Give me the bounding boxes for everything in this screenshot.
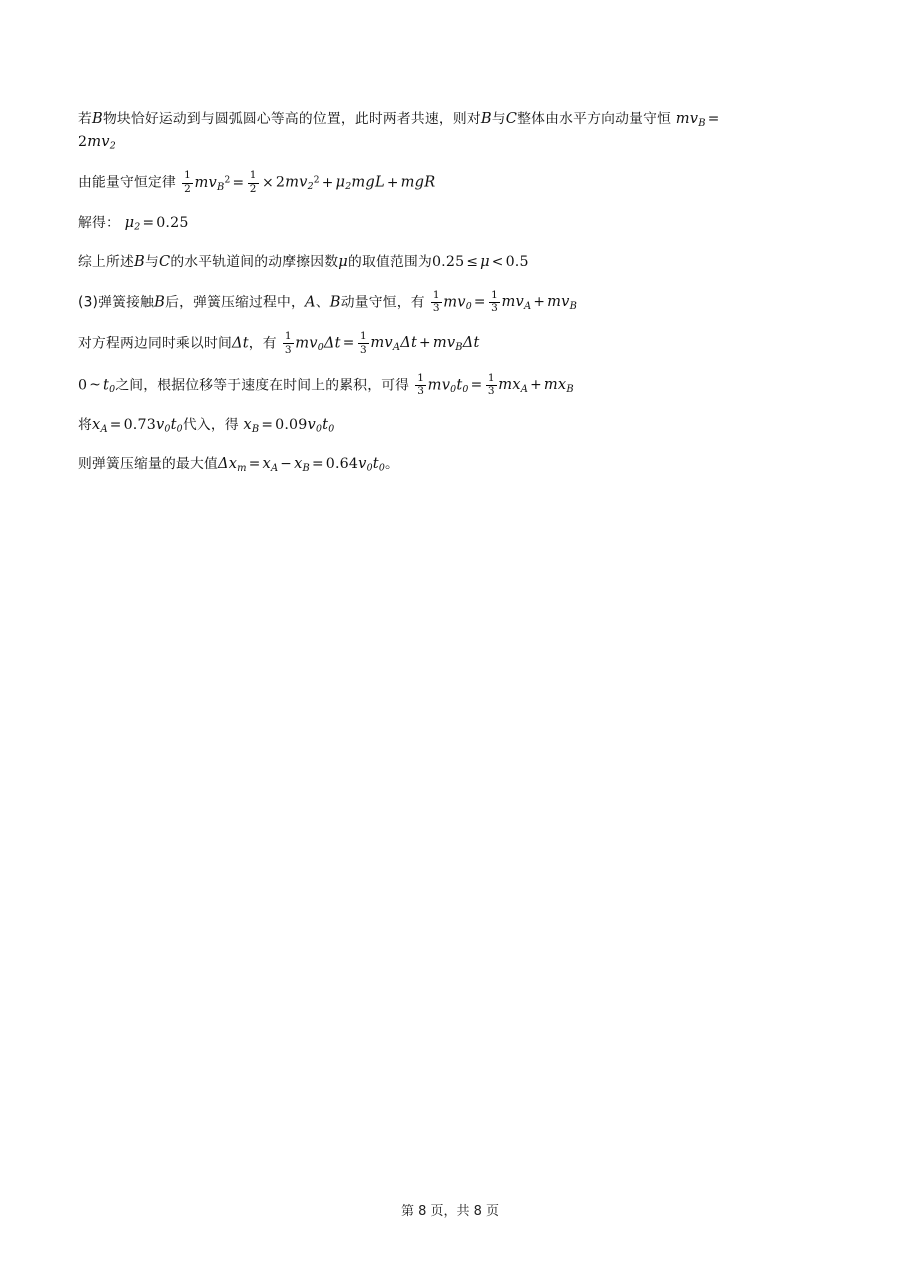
paragraph-1: 若B物块恰好运动到与圆弧圆心等高的位置，此时两者共速，则对B与C整体由水平方向动量守恒 $mv_B$ = $2mv_2$: [78, 110, 720, 152]
paragraph-5: (3)弹簧接触B后，弹簧压缩过程中，A、B动量守恒，有 $\frac{1}{3}$ $mv_0$ = $\frac{1}{3}$ $mv_A + mv_B$: [78, 288, 578, 315]
paragraph-2: 由能量守恒定律 $\frac{1}{2}$ $mv_B^2$ = $\frac{1}{2}$ × $2mv_2^2 + \mu_2mgL$ + mgR: [78, 169, 436, 196]
paragraph-3: 解得： $\mu_2 = 0.25$: [78, 213, 189, 233]
paragraph-9: 则弹簧压缩量的最大值$\Delta x_m = x_A - x_B = 0.64v_0t_0$。: [78, 455, 400, 475]
document-body: [78, 108, 823, 492]
xa-coefficient: 0.73: [123, 417, 156, 434]
mu-range-high: 0.5: [505, 253, 529, 270]
xb-coefficient: 0.09: [275, 417, 308, 434]
mu2-value: 0.25: [156, 214, 189, 231]
paragraph-6: 对方程两边同时乘以时间Δt，有 $\frac{1}{3}$ $mv_0\Delta t$ = $\frac{1}{3}$ $mv_A\Delta t + mv_B\Delta t$: [78, 330, 480, 356]
paragraph-7: 0 ~ $t_0$之间，根据位移等于速度在时间上的累积，可得 $\frac{1}{3}$ $mv_0t_0$ = $\frac{1}{3}$ $mx_A + mx_B$: [78, 371, 574, 398]
paragraph-4: 综上所述B与C的水平轨道间的动摩擦因数μ的取值范围为0.25 ≤ μ < 0.5: [78, 252, 529, 270]
page-footer: 第 8 页，共 8 页: [400, 1204, 500, 1219]
mu-range-low: 0.25: [431, 253, 465, 270]
paragraph-8: 将$x_A = 0.73v_0t_0$代入，得 $x_B = 0.09v_0t_0$: [78, 416, 335, 435]
delta-xm-coefficient: 0.64: [325, 456, 359, 473]
